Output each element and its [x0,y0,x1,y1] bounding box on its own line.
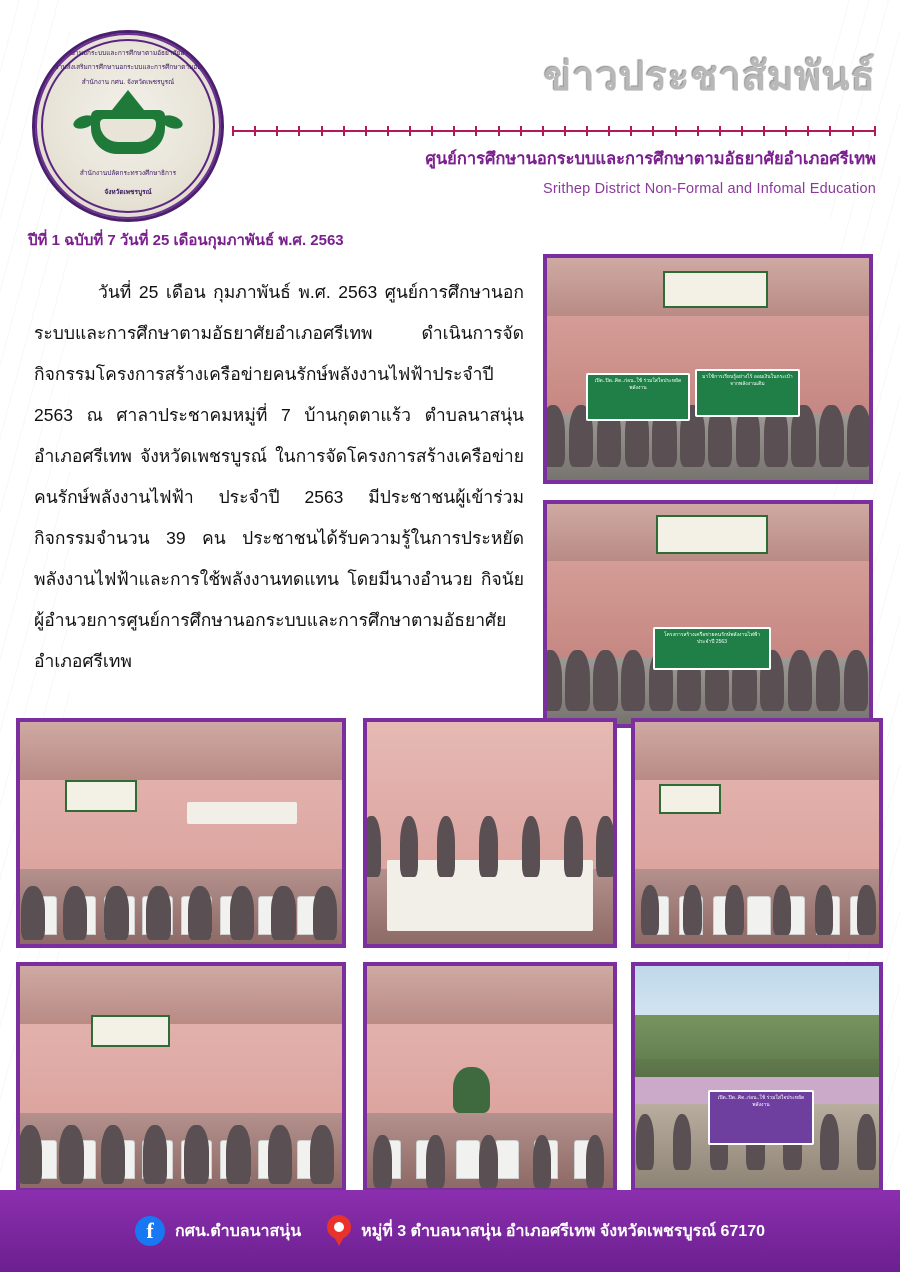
people-seated [631,851,883,935]
photo-room-side-view [631,718,883,948]
photo-meeting-banner-group [543,254,873,484]
photo-group-photo-outdoor [543,500,873,728]
logo-ring-province-text: จังหวัดเพชรบูรณ์ [104,189,152,196]
garuda-emblem-icon [85,94,171,166]
address-contact [327,1215,765,1247]
wall-sign [659,784,721,814]
logo-ring-ministry-text: สำนักงานปลัดกระทรวงศึกษาธิการ [79,170,177,177]
people-seated [16,851,346,940]
campaign-banner-left: เปิด..ปิด..คิด..ก่อน..ใช้ ร่วมใส่ใจประหยัดพลังงาน [586,373,691,421]
wall-sign [65,780,137,812]
project-banner: โครงการสร้างเครือข่ายคนรักษ์พลังงานไฟฟ้า ประจำปี 2563 [653,627,770,670]
wall-sign [656,515,767,554]
page-footer [0,1190,900,1272]
photo-street-parade [631,962,883,1192]
header-text-block [232,30,876,197]
logo-ring-top-text: ศูนย์การศึกษานอกระบบและการศึกษาตามอัธยาศัยอำเภอศรีเทพ [39,50,217,57]
organization-logo [32,30,224,222]
people-seated [16,1086,346,1184]
table [187,802,296,824]
wall-sign [91,1015,170,1047]
logo-ring-secondary-text: สำนักงานส่งเสริมการศึกษานอกระบบและการศึกษาตามอัธยาศัย [39,64,217,71]
photo-speaker-front [363,962,617,1192]
location-pin-icon [327,1215,351,1247]
article-body: วันที่ 25 เดือน กุมภาพันธ์ พ.ศ. 2563 ศูนย์การศึกษานอกระบบและการศึกษาตามอัธยาศัยอำเภอศรีเทพ ดำเนินการจัดกิจกรรมโครงการสร้างเครือข่ายคนรักษ์พลังงานไฟฟ้าประจำปี 2563 ณ ศาลาประชาคมหมู่ที่ 7 บ้านกุดตาแร้ว ตำบลนาสนุ่น อำเภอศรีเทพ จังหวัดเพชรบูรณ์ ในการจัดโครงการสร้างเครือข่ายคนรักษ์พลังงานไฟฟ้า ประจำปี 2563 มีประชาชนผู้เข้าร่วมกิจกรรมจำนวน 39 คน ประชาชนได้รับความรู้ในการประหยัดพลังงานไฟฟ้าและการใช้พลังงานทดแทน โดยมีนางอำนวย กิจนัย ผู้อำนวยการศูนย์การศึกษานอกระบบและการศึกษาตามอัธยาศัยอำเภอศรีเทพ [34,282,524,671]
people-at-table [363,775,617,877]
wall-sign [663,271,768,308]
organization-name-thai: ศูนย์การศึกษานอกระบบและการศึกษาตามอัธยาศัยอำเภอศรีเทพ [425,150,876,168]
photo-classroom-audience [16,718,346,948]
facebook-label: กศน.ตำบลนาสนุ่น [175,1222,302,1240]
photo-lecture-audience [16,962,346,1192]
address-label: หมู่ที่ 3 ตำบลนาสนุ่น อำเภอศรีเทพ จังหวัดเพชรบูรณ์ 67170 [361,1222,765,1240]
page-title: ข่าวประชาสัมพันธ์ [543,55,876,99]
parade-banner: เปิด..ปิด..คิด..ก่อน..ใช้ ร่วมใส่ใจประหยัดพลังงาน [708,1090,814,1144]
issue-info: ปีที่ 1 ฉบับที่ 7 วันที่ 25 เดือนกุมภาพันธ์ พ.ศ. 2563 [28,232,344,249]
page-header [0,0,900,249]
photo-registration-table [363,718,617,948]
facebook-icon[interactable]: f [135,1216,165,1246]
facebook-contact[interactable] [135,1216,301,1246]
logo-ring-middle-text: สำนักงาน กศน. จังหวัดเพชรบูรณ์ [81,79,175,86]
decorative-rule [232,126,876,136]
speaker [363,1037,617,1112]
campaign-banner-right: มาใช้การเรียนรู้อย่างไร้ ออมเงินในกระเป๋าจากพลังงานเดิม [695,369,800,417]
organization-name-english: Srithep District Non-Formal and Infomal Education [543,181,876,197]
